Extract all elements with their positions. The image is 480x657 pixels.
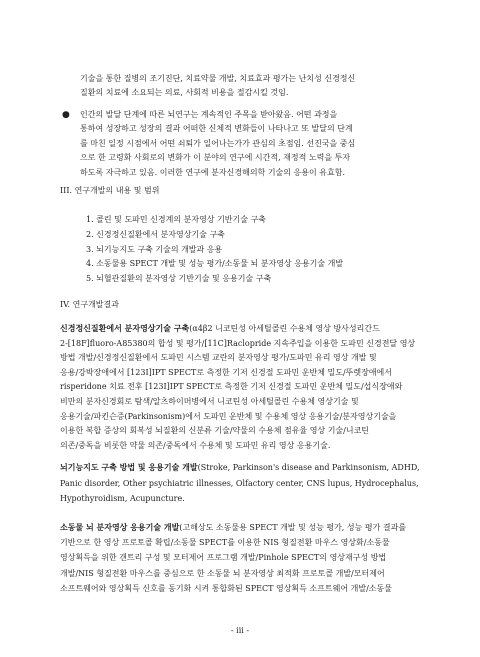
text-line: 으로 한 고령화 사회로의 변화가 이 분야의 연구에 시간적, 재정적 노력을 투자 — [80, 153, 351, 163]
text-line: 개발/NIS 형질전환 마우스를 중심으로 한 소동물 뇌 분자영상 최적화 프로토콜 개발/모터제어 — [60, 568, 385, 578]
results-paragraph-small-animal — [60, 520, 430, 596]
paragraph-lead: 신경정신질환에서 분자영상기술 구축 — [60, 324, 190, 333]
text-line: Panic disorder, Other psychiatric illnesses, Olfactory center, CNS lupus, Hydrocephalus, — [60, 478, 419, 488]
text-line: 기반으로 한 영상 프로토콜 확립/소동물 SPECT를 이용한 NIS 형질전환 마우스 영상화/소동물 — [60, 538, 390, 548]
list-item: 5. 뇌혈관질환의 분자영상 기반기술 및 응용기술 구축 — [86, 274, 272, 284]
text-line: 하도록 자극하고 있음. 이러한 연구에 분자신경해의학 기술의 응용이 유효함. — [80, 167, 345, 177]
text-line: 방법 개발/신경정신질환에서 도파민 시스템 교란의 분자영상 평가/도파민 유리 영상 개발 및 — [60, 353, 377, 363]
text-line: Hypothyroidism, Acupuncture. — [60, 494, 185, 503]
text-line: 영상획득을 위한 갠트리 구성 및 모터제어 프로그램 개발/Pinhole SPECT의 영상재구성 방법 — [60, 553, 387, 563]
bullet-paragraph — [80, 108, 410, 180]
text-line: 이용한 복합 증상의 회복성 뇌질환의 신분류 기술/약물의 수용체 점유율 영상 기술/니코틴 — [60, 426, 370, 436]
list-item: 3. 뇌기능지도 구축 기술의 개발과 응용 — [86, 244, 223, 254]
text-line: 응용기술/파킨슨증(Parkinsonism)에서 도파민 운반체 및 수용체 영상 응용기술/분자영상기술을 — [60, 411, 397, 421]
page-number: - iii - — [230, 626, 250, 635]
results-paragraph-psychiatric — [60, 322, 430, 453]
section-heading-results: IV. 연구개발결과 — [60, 300, 119, 309]
text-line: 질환의 치료에 소요되는 의료, 사회적 비용을 절감시킬 것임. — [80, 88, 289, 98]
list-item: 2. 신경정신질환에서 분자영상기술 구축 — [86, 229, 225, 239]
intro-paragraph — [80, 72, 420, 101]
text-line: (Stroke, Parkinson's disease and Parkinsonism, ADHD, — [197, 463, 420, 472]
text-line: 비만의 분자신경회로 탐색/알츠하이머병에서 니코틴성 아세틸콜린 수용체 영상기술 및 — [60, 396, 359, 406]
text-line: 소프트웨어와 영상획득 신호를 동기화 시켜 통합화된 SPECT 영상획득 소프트웨어 개발/소동물 — [60, 583, 392, 593]
text-line: 를 마친 일정 시점에서 어떤 쇠퇴가 일어나는가가 관심의 초점임. 선진국을 중심 — [80, 138, 356, 148]
section-heading-scope: III. 연구개발의 내용 및 범위 — [60, 186, 160, 195]
text-line: 기술을 통한 질병의 조기진단, 치료약물 개발, 치료효과 평가는 난치성 신경정신 — [80, 74, 356, 83]
paragraph-lead: 뇌기능지도 구축 방법 및 응용기술 개발 — [60, 463, 198, 472]
list-item: 1. 콜린 및 도파민 신경계의 분자영상 기반기술 구축 — [86, 215, 266, 224]
paragraph-lead: 소동물 뇌 분자영상 응용기술 개발 — [60, 523, 180, 532]
text-line: 인간의 발달 단계에 따른 뇌연구는 계속적인 주목을 받아왔음. 어떤 과정을 — [80, 110, 338, 119]
scope-list — [86, 213, 343, 287]
text-line: 의존/중독을 비롯한 약물 의존/중독에서 수용체 및 도파민 유리 영상 응용기술. — [60, 440, 331, 450]
text-line: (고해상도 소동물용 SPECT 개발 및 성능 평가, 성능 평가 결과를 — [179, 523, 407, 532]
bullet-marker: ● — [62, 110, 70, 120]
list-item: 4. 소동물용 SPECT 개발 및 성능 평가/소동물 뇌 분자영상 응용기술 개발 — [86, 259, 344, 269]
text-line: 통하여 성장하고 성장의 결과 어떠한 신체적 변화들이 나타나고 또 발달의 단계 — [80, 124, 353, 134]
text-line: risperidone 치료 전후 [123I]IPT SPECT로 측정한 기저 신경절 도파민 운반체 밀도/섭식장애와 — [60, 382, 403, 392]
text-line: 2-[18F]fluoro-A85380의 합성 및 평가/[11C]Raclopride 지속주입을 이용한 도파민 신경전달 영상 — [60, 338, 416, 348]
text-line: (α4β2 니코틴성 아세틸콜린 수용체 영상 방사성리간드 — [189, 324, 380, 333]
results-paragraph-brain-map — [60, 460, 430, 507]
text-line: 응용/강박장애에서 [123I]IPT SPECT로 측정한 기저 신경절 도파민 운반체 밀도/뚜렛장애에서 — [60, 367, 393, 377]
